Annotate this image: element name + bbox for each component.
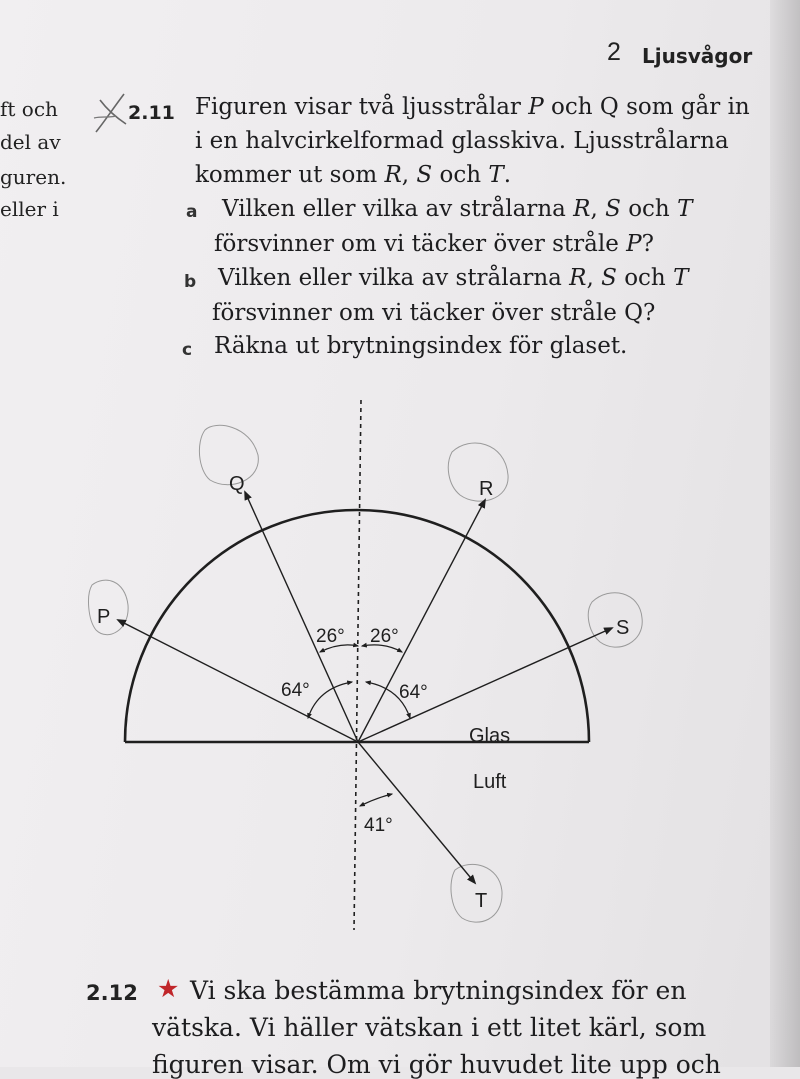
exercise-number: 2.12: [86, 981, 138, 1005]
subquestion-line: [222, 196, 692, 222]
subquestion-line: [218, 265, 688, 291]
subquestion-line: [212, 300, 655, 326]
angle-label-s: 64°: [399, 682, 428, 703]
exercise-line: [195, 128, 729, 154]
exercise-number: 2.11: [128, 102, 175, 124]
text-run: ,: [586, 265, 602, 291]
subquestion-line: [214, 231, 654, 257]
margin-text-line: ft och: [0, 97, 58, 121]
refraction-figure: [0, 380, 800, 940]
angle-label-r: 26°: [370, 626, 399, 647]
ray-r: [358, 500, 485, 742]
text-run: i en halvcirkelformad glasskiva. Ljusstrålarna: [195, 128, 729, 154]
star-icon: ★: [157, 974, 180, 1003]
subquestion-letter: c: [182, 340, 193, 360]
medium-label-glass: Glas: [469, 725, 511, 747]
text-run: kommer ut som: [195, 162, 385, 188]
exercise-line: Vi ska bestämma brytningsindex för en: [190, 976, 687, 1005]
ray-symbol: S: [605, 196, 621, 222]
text-run: .: [503, 162, 512, 188]
margin-text-line: eller i: [0, 197, 59, 221]
chapter-number: 2: [607, 38, 621, 66]
subquestion-letter: b: [184, 272, 197, 292]
subquestion-line: Räkna ut brytningsindex för glaset.: [214, 333, 628, 359]
subquestion-letter: a: [186, 202, 198, 222]
text-run: försvinner om vi täcker över stråle Q?: [212, 300, 656, 326]
text-run: Figuren visar två ljusstrålar: [195, 94, 529, 120]
medium-label-air: Luft: [473, 771, 507, 793]
ray-label-q: Q: [229, 473, 245, 495]
text-run: och Q som går in: [543, 94, 750, 120]
angle-arc-t: [360, 794, 392, 806]
ray-symbol: T: [673, 265, 689, 291]
ray-symbol: T: [677, 196, 693, 222]
exercise-line: figuren visar. Om vi gör huvudet lite upp och: [152, 1050, 721, 1079]
text-run: ,: [401, 162, 417, 188]
pencil-cross-mark: [90, 88, 130, 138]
ray-symbol: P: [528, 94, 544, 120]
margin-text-line: guren.: [0, 165, 67, 189]
ray-symbol: R: [569, 265, 587, 291]
text-run: ,: [590, 196, 606, 222]
text-run: och: [616, 265, 674, 291]
ray-symbol: R: [573, 196, 591, 222]
text-run: ?: [641, 231, 654, 257]
exercise-line: vätska. Vi häller vätskan i ett litet kärl, som: [152, 1013, 707, 1042]
ray-t: [358, 742, 475, 883]
text-run: Vilken eller vilka av strålarna: [222, 196, 574, 222]
ray-label-r: R: [479, 478, 494, 500]
text-run: Vilken eller vilka av strålarna: [218, 265, 570, 291]
angle-label-t: 41°: [364, 815, 393, 836]
ray-q: [245, 492, 358, 742]
ray-label-t: T: [475, 890, 488, 912]
ray-symbol: S: [601, 265, 617, 291]
text-run: och: [432, 162, 489, 188]
ray-symbol: P: [626, 231, 642, 257]
normal-line: [354, 400, 361, 930]
text-run: försvinner om vi täcker över stråle: [214, 231, 627, 257]
ray-label-s: S: [616, 617, 630, 639]
ray-symbol: R: [384, 162, 402, 188]
exercise-line: [195, 94, 750, 120]
chapter-title: Ljusvågor: [642, 44, 753, 68]
pencil-circles: [89, 425, 643, 922]
ray-symbol: S: [416, 162, 433, 188]
exercise-line: [195, 162, 511, 188]
ray-label-p: P: [97, 606, 111, 628]
angle-label-p: 64°: [281, 680, 310, 701]
margin-text-line: del av: [0, 130, 61, 154]
ray-symbol: T: [488, 162, 504, 188]
angle-label-q: 26°: [316, 626, 345, 647]
text-run: och: [620, 196, 678, 222]
